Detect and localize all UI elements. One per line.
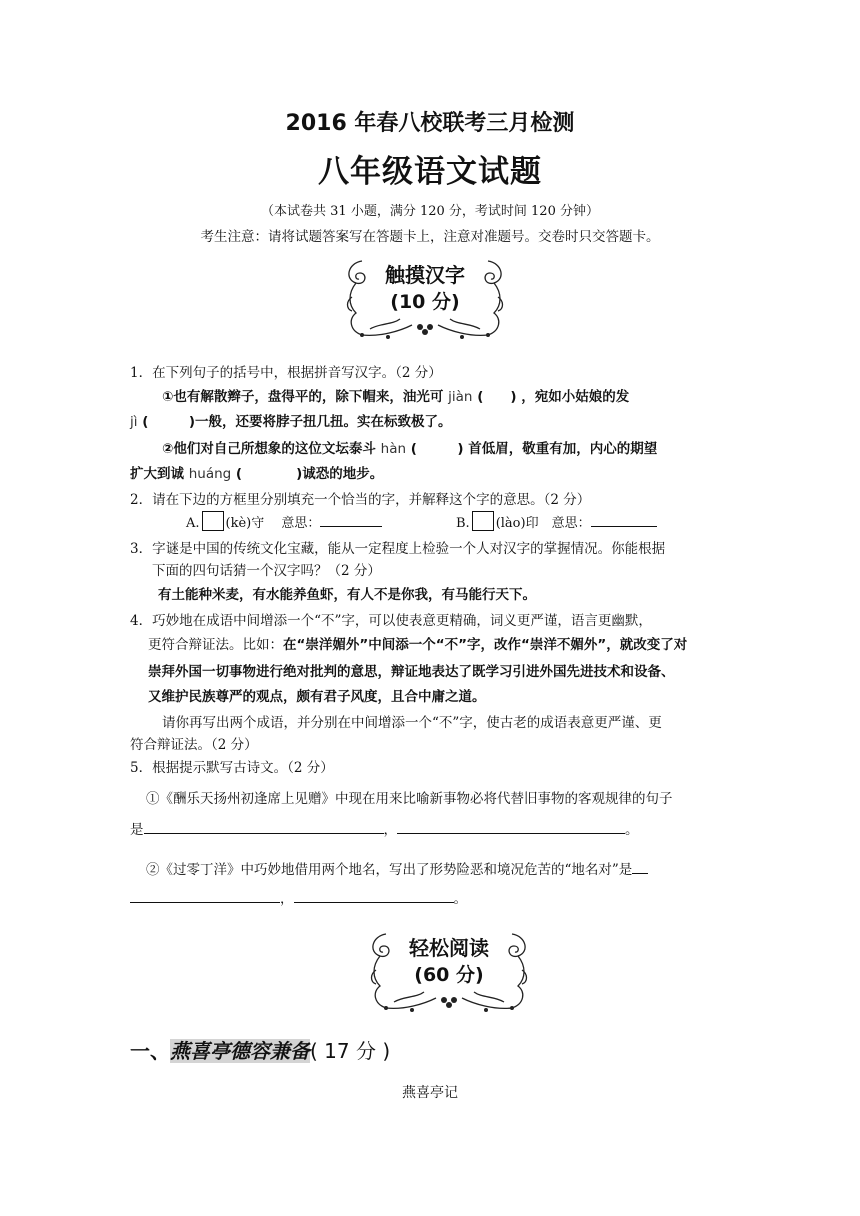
q2-a-label: A.	[186, 516, 200, 531]
q2-b-text: (lào)印 意思：	[495, 516, 591, 531]
q1-s2a: ②他们对自己所想象的这位文坛泰斗	[162, 441, 376, 457]
q4-line4: 又维护民族尊严的观点，颇有君子风度，且合中庸之道。	[148, 689, 486, 705]
q2-a-blank[interactable]	[320, 512, 382, 527]
q1-s2a-end: 首低眉，敬重有加，内心的期望	[468, 441, 658, 457]
q1-s1a: ①也有解散辫子，盘得平的，除下帽来，油光可	[162, 389, 444, 405]
section-score: (60 分)	[414, 964, 484, 986]
q2-stem: 2．请在下边的方框里分别填充一个恰当的字，并解释这个字的意思。（2 分）	[130, 492, 591, 508]
q1-s1a-end: ，宛如小姑娘的发	[521, 389, 630, 405]
q4-line5: 请你再写出两个成语，并分别在中间增添一个“不”字，使古老的成语表意更严谨、更	[162, 715, 662, 731]
q1-s2b-pinyin: huáng	[188, 466, 232, 482]
section-title: 触摸汉字	[385, 263, 465, 287]
q3-riddle: 有土能种米麦，有水能养鱼虾，有人不是你我，有马能行天下。	[158, 587, 536, 603]
q2-a-box[interactable]	[202, 511, 224, 531]
passage-title: 燕喜亭记	[402, 1085, 458, 1101]
q1-sentence2-line1	[162, 437, 657, 457]
q1-s1b-rest[interactable]: ( )一般，还要将脖子扭几扭。实在标致极了。	[142, 414, 452, 430]
exam-title: 2016 年春八校联考三月检测	[285, 111, 575, 136]
section-badge-writing	[340, 253, 510, 343]
q4-line3: 崇拜外国一切事物进行绝对批判的意思，辩证地表达了既学习引进外国先进技术和设备、	[148, 664, 675, 680]
q5-comma2: ，	[280, 891, 294, 907]
q5-shi: 是	[130, 822, 144, 838]
section-score: (10 分)	[390, 291, 460, 313]
q4-line2	[148, 633, 687, 653]
q1-sentence1-line2	[130, 410, 452, 430]
part1-title: 燕喜亭德容兼备	[170, 1039, 310, 1063]
q5-prompt1: ①《酬乐天扬州初逢席上见赠》中现在用来比喻新事物必将代替旧事物的客观规律的句子	[146, 791, 673, 807]
q5-blank1[interactable]	[144, 819, 384, 834]
q1-s1a-bracket[interactable]: ( )	[477, 389, 517, 405]
q2-b-label: B.	[456, 516, 470, 531]
part1-score: ( 17 分 )	[310, 1039, 391, 1063]
q5-blank3-start[interactable]	[632, 859, 648, 874]
q5-period1: 。	[625, 822, 639, 838]
exam-info: （本试卷共 31 小题，满分 120 分，考试时间 120 分钟）	[261, 204, 599, 219]
q2-option-a	[186, 511, 382, 531]
q4-line2b: 在“崇洋媚外”中间添一个“不”字，改作“崇洋不媚外”，就改变了对	[283, 637, 688, 653]
q1-stem: 1．在下列句子的括号中，根据拼音写汉字。（2 分）	[130, 365, 442, 381]
exam-notice: 考生注意：请将试题答案写在答题卡上，注意对准题号。交卷时只交答题卡。	[200, 229, 660, 245]
q3-stem-line1: 3．字谜是中国的传统文化宝藏，能从一定程度上检验一个人对汉字的掌握情况。你能根据	[130, 541, 666, 557]
part1-heading	[130, 1035, 390, 1064]
q2-b-box[interactable]	[472, 511, 494, 531]
q1-s1a-pinyin: jiàn	[448, 389, 473, 405]
q1-s2a-pinyin: hàn	[380, 441, 407, 457]
q1-sentence1-line1	[162, 385, 629, 405]
q4-line1: 4．巧妙地在成语中间增添一个“不”字，可以使表意更精确，词义更严谨，语言更幽默，	[130, 613, 652, 629]
q1-sentence2-line2	[130, 462, 383, 482]
q4-line2a: 更符合辩证法。比如：	[148, 637, 283, 653]
q5-blank4[interactable]	[294, 888, 454, 903]
q5-answer-line1	[130, 818, 639, 838]
part1-number: 一、	[130, 1039, 170, 1063]
q2-a-text: (kè)守 意思：	[225, 516, 321, 531]
q1-s2b-rest[interactable]: ( )诚恐的地步。	[235, 466, 384, 482]
q5-prompt2	[146, 858, 648, 878]
q1-s1b-pinyin: jì	[130, 414, 138, 430]
exam-subtitle: 八年级语文试题	[318, 154, 542, 190]
section-title: 轻松阅读	[409, 936, 489, 960]
q1-s2b: 扩大到诚	[130, 466, 184, 482]
q4-line6: 符合辩证法。（2 分）	[130, 737, 258, 753]
q5-answer-line2	[130, 887, 467, 907]
q5-blank2[interactable]	[397, 819, 625, 834]
q3-stem-line2: 下面的四句话猜一个汉字吗？（2 分）	[152, 563, 381, 579]
section-badge-reading	[364, 926, 534, 1016]
q5-blank3[interactable]	[130, 888, 280, 903]
q2-b-blank[interactable]	[591, 512, 657, 527]
q1-s2a-bracket[interactable]: ( )	[410, 441, 464, 457]
q5-period2: 。	[453, 891, 467, 907]
q5-stem: 5．根据提示默写古诗文。（2 分）	[130, 760, 334, 776]
q2-option-b	[456, 511, 657, 531]
q5-comma1: ，	[383, 822, 397, 838]
q5-prompt2-text: ②《过零丁洋》中巧妙地借用两个地名，写出了形势险恶和境况危苦的“地名对”是	[146, 862, 633, 878]
